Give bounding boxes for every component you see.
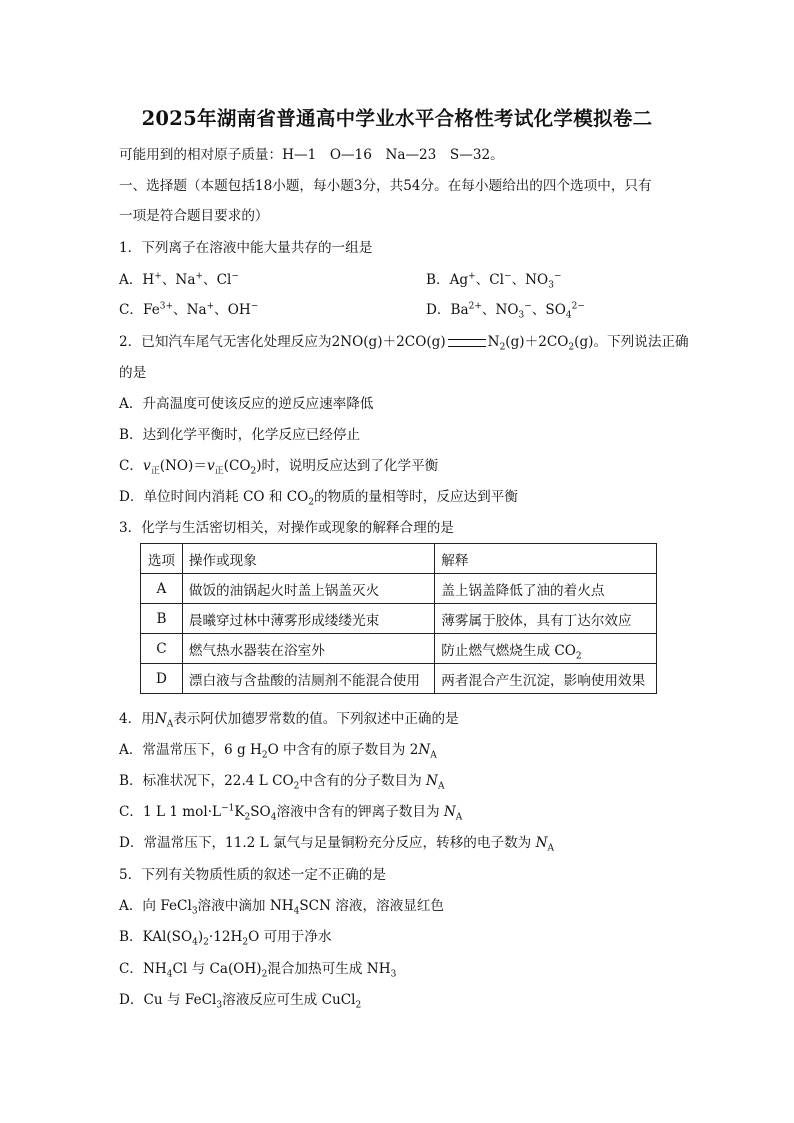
q5-option-c: C．$NH_4Cl$ 与 $Ca(OH)_2$混合加热可生成 $NH_3$ <box>119 961 397 980</box>
q3-table <box>140 543 657 694</box>
table-cell-option: D <box>141 664 183 694</box>
q4-option-c: C．1 L 1 $mol\cdot L^{-1}K_2SO_4$溶液中含有的钾离子数目为 $N_A$ <box>119 803 463 823</box>
q2-option-c: C．$v_正(NO)=v_正(CO_2)$时，说明反应达到了化学平衡 <box>119 458 439 477</box>
table-cell-explanation: 两者混合产生沉淀，影响使用效果 <box>435 664 657 694</box>
q4-option-d: D．常温常压下，11.2 L 氯气与足量铜粉充分反应，转移的电子数为 $N_A$ <box>119 835 555 854</box>
q1-option-a: A．H+、Na+、Cl− <box>119 271 239 288</box>
q4-option-a: A．常温常压下，6 g $H_2O$ 中含有的原子数目为 $2N_A$ <box>119 742 437 761</box>
table-row <box>141 604 657 634</box>
q2-option-b: B．达到化学平衡时，化学反应已经停止 <box>119 427 361 443</box>
table-cell-explanation: 盖上锅盖降低了油的着火点 <box>435 574 657 604</box>
table-cell-option: B <box>141 604 183 634</box>
table-row <box>141 634 657 664</box>
page-title: 2025年湖南省普通高中学业水平合格性考试化学模拟卷二 <box>141 107 653 130</box>
section-heading-line1: 一、选择题（本题包括18小题，每小题3分，共54分。在每小题给出的四个选项中，只有 <box>119 178 652 194</box>
q5-option-b: B．$KAl(SO_4)_2\cdot 12H_2O$ 可用于净水 <box>119 929 332 948</box>
table-cell-operation: 漂白液与含盐酸的洁厕剂不能混合使用 <box>182 664 434 694</box>
section-heading-line2: 一项是符合题目要求的） <box>119 208 269 224</box>
table-row <box>141 574 657 604</box>
table-cell-operation: 晨曦穿过林中薄雾形成缕缕光束 <box>182 604 434 634</box>
table-cell-operation: 燃气热水器装在浴室外 <box>182 634 434 664</box>
q1-option-b: B．Ag+、Cl−、$NO_3^-$ <box>426 271 562 291</box>
table-header-row <box>141 544 657 574</box>
table-header-cell: 选项 <box>141 544 183 574</box>
q2-option-d: D．单位时间内消耗 CO 和 $CO_2$的物质的量相等时，反应达到平衡 <box>119 489 518 508</box>
q1-stem: 1．下列离子在溶液中能大量共存的一组是 <box>119 240 373 256</box>
table-row <box>141 664 657 694</box>
table-cell-operation: 做饭的油锅起火时盖上锅盖灭火 <box>182 574 434 604</box>
q1-option-d: D．$Ba^{2+}$、$NO_3^-$、$SO_4^{2-}$ <box>426 301 585 321</box>
equilibrium-sign <box>448 339 486 347</box>
q3-stem: 3．化学与生活密切相关，对操作或现象的解释合理的是 <box>119 520 454 536</box>
table-cell-explanation: 薄雾属于胶体，具有丁达尔效应 <box>435 604 657 634</box>
table-cell-explanation: 防止燃气燃烧生成 $CO_2$ <box>435 634 657 664</box>
table-header-cell: 操作或现象 <box>182 544 434 574</box>
table-cell-option: A <box>141 574 183 604</box>
atomic-masses-note: 可能用到的相对原子质量：H—1 O—16 Na—23 S—32。 <box>119 147 504 163</box>
q5-option-a: A．向 FeCl$_3$溶液中滴加 $NH_4SCN$ 溶液，溶液显红色 <box>119 898 445 917</box>
q4-stem: 4．用$N_A$表示阿伏加德罗常数的值。下列叙述中正确的是 <box>119 711 459 730</box>
q2-stem-end: 的是 <box>119 365 147 381</box>
q1-option-c: C．$Fe^{3+}$、Na+、OH− <box>119 301 259 318</box>
q5-stem: 5．下列有关物质性质的叙述一定不正确的是 <box>119 867 386 883</box>
table-header-cell: 解释 <box>435 544 657 574</box>
q5-option-d: D．Cu 与 FeCl$_3$溶液反应可生成 CuCl$_2$ <box>119 992 362 1011</box>
q2-stem: 2．已知汽车尾气无害化处理反应为2NO(g)＋2CO(g) $N_2(g)+2CO_2(g)$。下列说法正确 <box>119 334 689 353</box>
q4-option-b: B．标准状况下，22.4 L $CO_2$中含有的分子数目为 $N_A$ <box>119 773 445 792</box>
table-cell-option: C <box>141 634 183 664</box>
q2-option-a: A．升高温度可使该反应的逆反应速率降低 <box>119 396 374 412</box>
